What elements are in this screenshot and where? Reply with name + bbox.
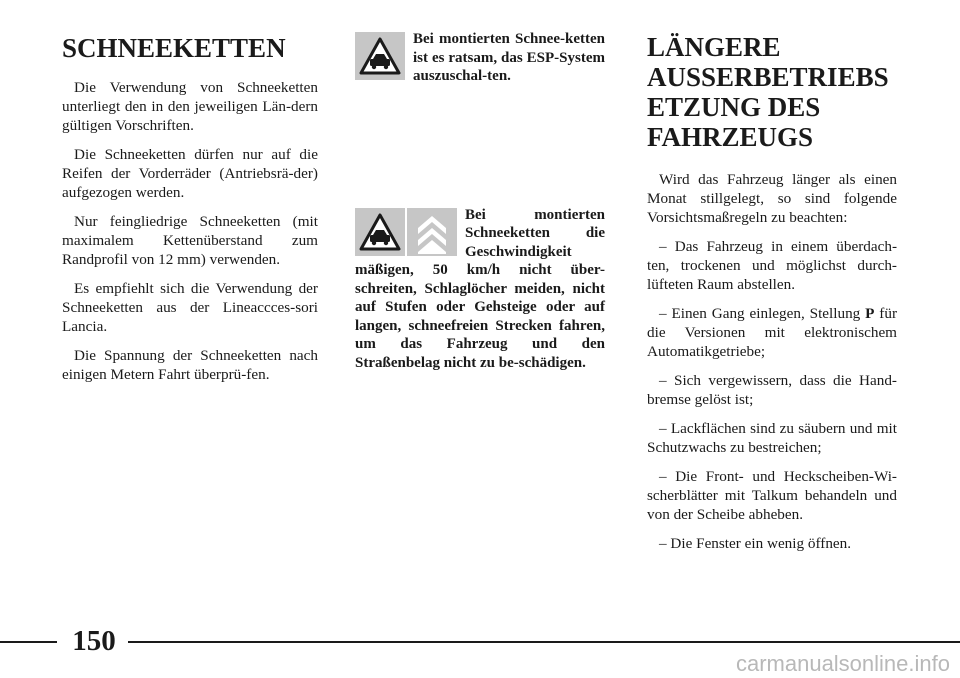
paragraph: Die Verwendung von Schneeketten unterliegt den in den jeweiligen Län-dern gültigen Vorschriften. xyxy=(62,79,318,134)
paragraph: Es empfiehlt sich die Verwendung der Schneeketten aus der Lineaccces-sori Lancia. xyxy=(62,280,318,335)
warning-icon-container xyxy=(355,32,405,80)
section-title-ausserbetriebsetzung xyxy=(647,32,897,152)
gear-letter: P xyxy=(865,305,875,322)
list-item: – Lackflächen sind zu säubern und mit Schutzwachs zu bestreichen; xyxy=(647,420,897,456)
footer-rule-right xyxy=(128,641,960,643)
footer-rule-left xyxy=(0,641,57,643)
left-column xyxy=(62,30,318,394)
paragraph: Nur feingliedrige Schneeketten (mit maximalem Kettenüberstand zum Randprofil von 12 mm) verwenden. xyxy=(62,213,318,268)
list-item-text: – Einen Gang einlegen, Stellung xyxy=(659,305,861,322)
warning-box-esp xyxy=(355,30,605,86)
title-line: FAHRZEUGS xyxy=(647,122,814,152)
list-item-suffix: für die Versionen mit elektronischem Automatikgetriebe; xyxy=(647,305,898,360)
page-number: 150 xyxy=(72,625,116,657)
list-item xyxy=(647,304,897,361)
warning-box-speed xyxy=(355,206,605,373)
list-item: – Das Fahrzeug in einem überdach-ten, trockenen und möglichst durch-lüfteten Raum abstellen. xyxy=(647,238,897,293)
list-item: – Die Fenster ein wenig öffnen. xyxy=(659,535,852,552)
warning-text-esp: Bei montierten Schnee-ketten ist es ratsam, das ESP-System auszuschal-ten. xyxy=(413,31,605,84)
eco-chevron-icon xyxy=(407,208,457,256)
intro-paragraph: Wird das Fahrzeug länger als einen Monat stillgelegt, so sind folgende Vorsichtsmaßregeln zu beachten: xyxy=(647,171,897,226)
list-item: – Die Front- und Heckscheiben-Wi-scherblätter mit Talkum behandeln und von der Scheibe abheben. xyxy=(647,468,897,523)
paragraph: Die Schneeketten dürfen nur auf die Reifen der Vorderräder (Antriebsrä-der) aufgezogen werden. xyxy=(62,146,318,201)
paragraph: Die Spannung der Schneeketten nach einigen Metern Fahrt überprü-fen. xyxy=(62,347,318,383)
warning-text-speed: Bei montierten Schneeketten die Geschwindigkeit mäßigen, 50 km/h nicht über-schreiten, Schlaglöcher meiden, nicht auf Stufen oder Gehsteige oder auf langen, schneefreien Strecken fahren, um das Fahrzeug und den Straßenbelag nicht zu be-schädigen. xyxy=(355,206,605,371)
title-line: AUSSERBETRIEBS xyxy=(647,62,889,92)
warning-car-icon xyxy=(355,32,405,80)
right-column xyxy=(647,30,897,563)
warning-car-icon xyxy=(355,208,405,256)
title-line: ETZUNG DES xyxy=(647,92,821,122)
warning-icons-container xyxy=(355,208,457,256)
section-title-schneeketten: SCHNEEKETTEN xyxy=(62,33,286,63)
middle-column xyxy=(355,30,605,372)
watermark: carmanualsonline.info xyxy=(735,651,950,676)
list-item: – Sich vergewissern, dass die Hand-bremse gelöst ist; xyxy=(647,372,897,408)
title-line: LÄNGERE xyxy=(647,32,781,62)
